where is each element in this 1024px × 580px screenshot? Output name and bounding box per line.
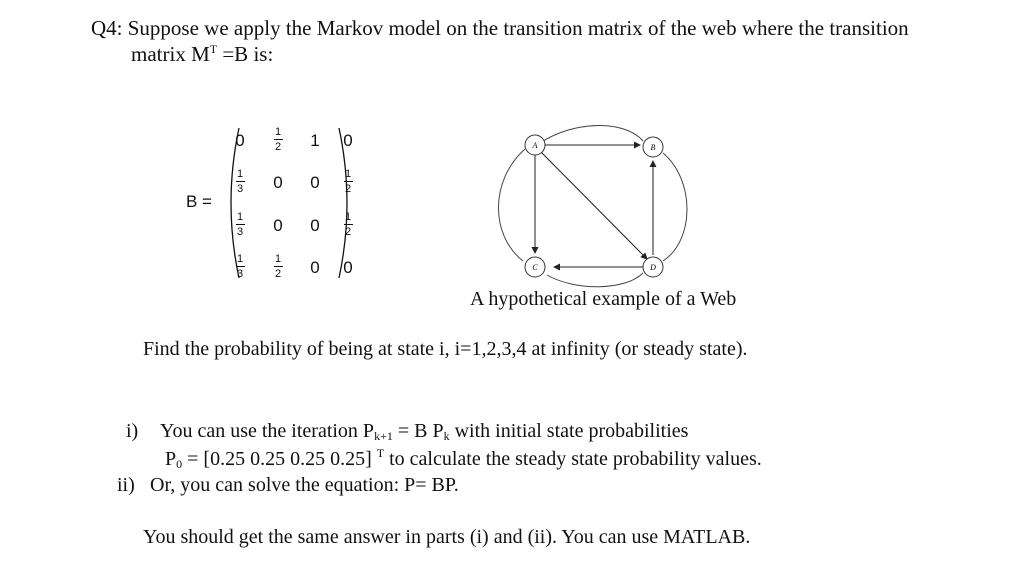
svg-text:A: A [532,141,538,150]
edge-arc-top [540,125,643,143]
matrix-cell: 0 [343,131,353,150]
closing-note: You should get the same answer in parts (i) and (ii). You can use MATLAB. [143,526,751,548]
fraction-numerator: 1 [236,211,244,223]
fraction-numerator: 1 [236,168,244,180]
edge-arc-bottom [547,273,643,287]
fraction-numerator: 1 [344,168,352,180]
node-b [643,137,663,157]
matrix-cell: 0 [273,173,283,192]
fraction-denominator: 3 [236,183,244,195]
fraction-numerator: 1 [274,253,282,265]
fraction-numerator: 1 [236,253,244,265]
web-diagram [495,125,700,290]
matrix-cell: 0 [343,258,353,277]
fraction-bar [236,266,245,267]
fraction-denominator: 3 [236,268,244,280]
part-i-line-2: $P_0 = [0.25$ 0.25 0.25 0.25] $^T$ to calculate the steady state probability values. [165,446,762,471]
matrix-cell: 0 [310,173,320,192]
question-line-2: matrix $M^T =B$ is: [131,42,274,66]
svg-text:D: D [650,263,656,272]
diagram-caption: A hypothetical example of a Web [470,288,737,310]
fraction-bar [236,224,245,225]
matrix-fraction [225,253,255,280]
fraction-bar [274,139,283,140]
matrix-fraction [333,211,363,238]
fraction-bar [274,266,283,267]
matrix-cell: 0 [310,216,320,235]
matrix-cell: 0 [235,131,245,150]
matrix-cell: 1 [310,131,320,150]
fraction-bar [344,181,353,182]
fraction-denominator: 3 [236,226,244,238]
part-ii-text: Or, you can solve the equation: P= BP. [150,474,459,496]
matrix-fraction [225,211,255,238]
part-i-line-1: You can use the iteration $P_{k+1} = B$ $P_k$ with initial state probabilities [160,420,689,443]
matrix-cell: 0 [273,216,283,235]
svg-text:B: B [650,143,656,152]
edge-arc-right [663,153,687,261]
fraction-denominator: 2 [274,141,282,153]
node-a [525,135,545,155]
node-c [525,257,545,277]
part-i-marker: i) [126,420,139,442]
fraction-denominator: 2 [344,226,352,238]
part-ii-marker: ii) [117,474,135,496]
edge-arc-left [498,149,525,261]
fraction-bar [344,224,353,225]
matrix-fraction [263,126,293,153]
matrix-cell: 0 [310,258,320,277]
matrix-label: B = [186,192,212,211]
matrix-fraction [263,253,293,280]
fraction-numerator: 1 [344,211,352,223]
svg-text:C: C [532,263,538,272]
matrix-fraction [333,168,363,195]
fraction-bar [236,181,245,182]
fraction-denominator: 2 [274,268,282,280]
edge-a-d [541,152,647,259]
node-d [643,257,663,277]
find-instruction: Find the probability of being at state i, i=1,2,3,4 at infinity (or steady state). [143,338,748,360]
fraction-numerator: 1 [274,126,282,138]
fraction-denominator: 2 [344,183,352,195]
matrix-fraction [225,168,255,195]
question-line-1: Q4: Suppose we apply the Markov model on the transition matrix of the web where the transition [91,16,909,40]
